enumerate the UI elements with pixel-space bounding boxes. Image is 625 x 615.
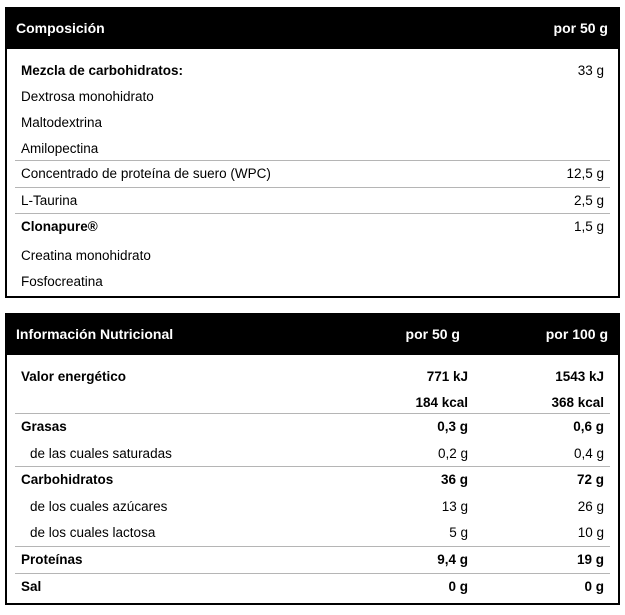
row-label: Grasas bbox=[21, 419, 67, 434]
row-label: Clonapure® bbox=[21, 219, 98, 234]
nutrition-row bbox=[15, 520, 610, 546]
nutrition-row bbox=[15, 441, 610, 467]
nutrition-col1-header: por 50 g bbox=[405, 326, 460, 342]
row-value-per-50g: 0 g bbox=[448, 579, 468, 594]
row-label: Creatina monohidrato bbox=[21, 248, 151, 263]
composition-row bbox=[15, 84, 610, 110]
row-value-per-50g: 36 g bbox=[440, 472, 468, 487]
row-value-per-100g: 19 g bbox=[576, 552, 604, 567]
row-value-per-100g: 1543 kJ bbox=[555, 369, 604, 384]
row-label: L-Taurina bbox=[21, 193, 78, 208]
row-value-per-50g: 9,4 g bbox=[437, 552, 468, 567]
composition-row bbox=[15, 160, 610, 187]
row-value: 12,5 g bbox=[566, 166, 604, 181]
row-label: Dextrosa monohidrato bbox=[21, 89, 154, 104]
row-value-per-100g: 26 g bbox=[577, 499, 604, 514]
row-value-per-100g: 0,4 g bbox=[573, 446, 604, 461]
composition-row bbox=[15, 243, 610, 269]
nutrition-title: Información Nutricional bbox=[16, 326, 174, 342]
nutrition-table bbox=[5, 313, 620, 605]
row-label: Fosfocreatina bbox=[21, 274, 103, 289]
row-label: Concentrado de proteína de suero (WPC) bbox=[21, 166, 271, 181]
row-value-per-50g: 0,3 g bbox=[437, 419, 468, 434]
nutrition-header bbox=[7, 315, 618, 355]
composition-title: Composición bbox=[16, 20, 105, 36]
composition-column-header: por 50 g bbox=[553, 20, 608, 36]
nutrition-row bbox=[15, 466, 610, 493]
row-label: de las cuales saturadas bbox=[30, 446, 172, 461]
row-label: Valor energético bbox=[21, 369, 127, 384]
row-value: 33 g bbox=[577, 63, 604, 78]
row-label: Amilopectina bbox=[21, 141, 99, 156]
row-value-per-100g: 0,6 g bbox=[573, 419, 604, 434]
row-label: Sal bbox=[21, 579, 42, 594]
row-value-per-50g: 13 g bbox=[441, 499, 468, 514]
nutrition-row bbox=[15, 364, 610, 390]
row-label: Carbohidratos bbox=[21, 472, 114, 487]
composition-row bbox=[15, 58, 610, 84]
row-value-per-100g: 368 kcal bbox=[551, 395, 604, 410]
nutrition-row bbox=[15, 573, 610, 600]
row-label: Maltodextrina bbox=[21, 115, 103, 130]
row-value-per-50g: 5 g bbox=[449, 525, 468, 540]
nutrition-col2-header: por 100 g bbox=[545, 326, 608, 342]
row-label: de los cuales azúcares bbox=[30, 499, 168, 514]
row-value: 1,5 g bbox=[573, 219, 604, 234]
row-label: de los cuales lactosa bbox=[30, 525, 156, 540]
row-value: 2,5 g bbox=[573, 193, 604, 208]
row-value-per-50g: 0,2 g bbox=[437, 446, 468, 461]
composition-header bbox=[7, 9, 618, 49]
nutrition-row bbox=[15, 413, 610, 440]
composition-row bbox=[15, 110, 610, 136]
row-value-per-100g: 72 g bbox=[576, 472, 604, 487]
row-value-per-100g: 0 g bbox=[584, 579, 604, 594]
composition-row bbox=[15, 136, 610, 162]
row-label: Mezcla de carbohidratos: bbox=[21, 63, 184, 78]
composition-row bbox=[15, 187, 610, 214]
composition-row bbox=[15, 213, 610, 240]
row-value-per-50g: 184 kcal bbox=[415, 395, 468, 410]
row-value-per-50g: 771 kJ bbox=[426, 369, 468, 384]
row-label: Proteínas bbox=[21, 552, 83, 567]
composition-table bbox=[5, 7, 620, 298]
row-value-per-100g: 10 g bbox=[577, 525, 604, 540]
nutrition-row bbox=[15, 494, 610, 520]
nutrition-row bbox=[15, 546, 610, 573]
composition-row bbox=[15, 269, 610, 295]
